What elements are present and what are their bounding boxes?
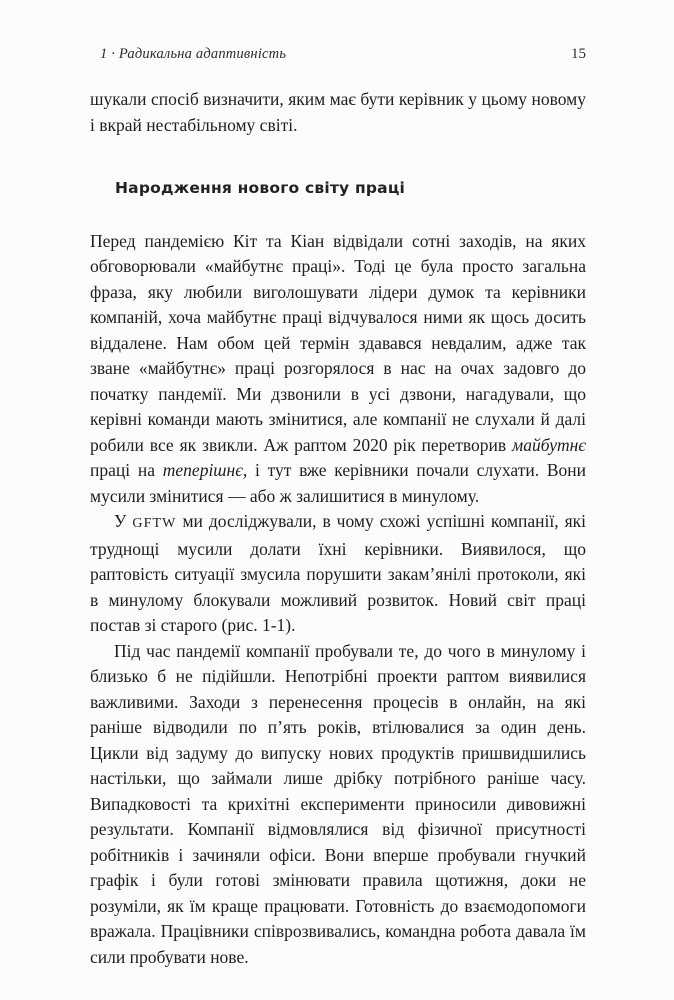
paragraph xyxy=(90,639,586,971)
body-text: Під час пандемії компанії пробували те, до чого в минулому і близько б не підійшли. Непотрібні проекти раптом виявилися важливими. Заходи з перенесення процесів в онлайн, на які раніше відводили по п’ять років, втілювалися за один день. Цикли від задуму до випуску нових продуктів пришвидшились настільки, що займали лише дрібку потрібного раніше часу. Випадковості та крихітні експерименти приносили дивовижні результати. Компанії відмовлялися від фізичної присутності робітників і зачиняли офіси. Вони вперше пробували гнучкий графік і були готові змінювати правила щотижня, доки не розуміли, як їм краще працювати. Готовність до взаємодопомоги вражала. Працівники співрозвивались, командна робота давала їм сили пробувати нове. xyxy=(90,640,586,967)
emphasis-text: майбутнє xyxy=(512,434,586,455)
body-text: , і тут вже керівники почали слухати. Вони мусили змінитися — або ж залишитися в минулому. xyxy=(90,460,586,506)
page-body xyxy=(90,87,586,970)
running-header xyxy=(90,46,586,63)
body-text: У xyxy=(114,511,133,531)
paragraphs-container xyxy=(90,229,586,971)
emphasis-text: теперішнє xyxy=(162,460,243,480)
body-text: Перед пандемією Кіт та Кіан відвідали сотні заходів, на яких обговорювали «майбутнє праці». Тоді це була просто загальна фраза, яку любили виголошувати лідери думок та керівники компаній, хоча майбутнє праці відчувалося ними як щось досить віддалене. Нам обом цей термін здавався невдалим, адже так зване «майбутнє» праці розгорялося в нас на очах задовго до початку пандемії. Ми дзвонили в усі дзвони, нагадували, що керівні команди мають змінитися, але компанії не слухали й далі робили все як звикли. Аж раптом 2020 рік перетворив xyxy=(90,230,586,455)
body-text: ми досліджували, в чому схожі успішні компанії, які труднощі мусили долати їхні керівники. Виявилося, що раптовість ситуації змусила порушити закам’янілі протоколи, які в минулому блокували можливий розвиток. Новий світ праці постав зі старого (рис. 1-1). xyxy=(90,511,586,635)
page-number: 15 xyxy=(571,46,586,62)
continuation-paragraph: шукали спосіб визначити, яким має бути керівник у цьому новому і вкрай нестабільному світі. xyxy=(90,89,586,135)
chapter-title: 1 · Радикальна адаптивність xyxy=(100,46,287,62)
section-title: Народження нового світу праці xyxy=(115,179,406,197)
paragraph xyxy=(90,229,586,510)
body-text: праці на xyxy=(90,460,163,480)
paragraph xyxy=(90,509,586,639)
emphasis-text: GFTW xyxy=(132,516,177,531)
